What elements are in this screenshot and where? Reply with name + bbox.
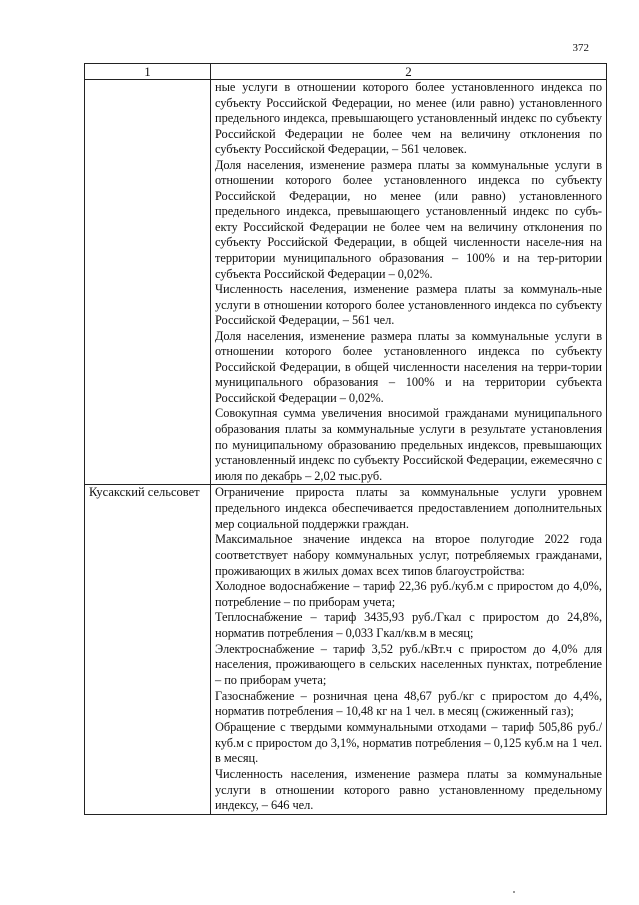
content-cell [211,80,607,485]
content-cell [211,485,607,815]
paragraph: Доля населения, изменение размера платы за коммунальные услуги в отношении которого более установленного индекса по субъекту Российской Федерации, в общей численности населения на терри-тории муниципального образования – 100% и на территории субъекта Российской Федерации – 0,02%. [215,328,602,405]
paragraph: Численность населения, изменение размера платы за коммунальные услуги в отношении которого равно установленному предельному индексу, – 646 чел. [215,767,602,813]
paragraph: ные услуги в отношении которого более установленного индекса по субъекту Российской Федерации, но менее (или равно) установленного предельного индекса, превышающего установленный индекс по субъекту Российской Федерации не более чем на величину отклонения по субъекту Российской Федерации, – 561 человек. [215,80,602,157]
paragraph: Ограничение прироста платы за коммунальные услуги уровнем предельного индекса обеспечивается предоставлением дополнительных мер социальной поддержки граждан. [215,485,602,531]
paragraph: Максимальное значение индекса на второе полугодие 2022 года соответствует набору коммунальных услуг, потребляемых гражданами, проживающих в жилых домах всех типов благоустройства: [215,532,602,578]
table-row [85,80,607,485]
paragraph: Электроснабжение – тариф 3,52 руб./кВт.ч с приростом до 4,0% для населения, проживающего в сельских населенных пунктах, потребление – по приборам учета; [215,641,602,688]
paragraph: Численность населения, изменение размера платы за коммуналь-ные услуги в отношении которого более установленного индекса по субъекту Российской Федерации, – 561 чел. [215,282,602,328]
region-cell: Кусакский сельсовет [85,485,211,815]
header-cell-col1: 1 [85,64,211,80]
document-table [84,63,607,815]
paragraph: Газоснабжение – розничная цена 48,67 руб./кг с приростом до 4,4%, норматив потребления – 10,48 кг на 1 чел. в месяц (сжиженный газ); [215,688,602,719]
paragraph: Совокупная сумма увеличения вносимой гражданами муниципального образования платы за коммунальные услуги в результате установления по муниципальному образованию предельных индексов, превышающих установленный индекс по субъекту Российской Федерации, ежемесячно с июля по декабрь – 2,02 тыс.руб. [215,406,602,483]
paragraph: Холодное водоснабжение – тариф 22,36 руб./куб.м с приростом до 4,0%, потребление – по приборам учета; [215,579,602,609]
page-number: 372 [572,42,589,54]
table-header-row [85,64,607,80]
table-row [85,485,607,815]
paragraph: Доля населения, изменение размера платы за коммунальные услуги в отношении которого более установленного индекса по субъекту Российской Федерации, но менее (или равно) установленного предельного индекса, превышающего установленный индекс по субъ-екту Российской Федерации не более чем на величину отклонения по субъекту Российской Федерации, в общей численности населе-ния на территории муниципального образования – 100% и на тер-ритории субъекта Российской Федерации – 0,02%. [215,157,602,281]
paragraph: Обращение с твердыми коммунальными отходами – тариф 505,86 руб./куб.м с приростом до 3,1%, норматив потребления – 0,125 куб.м на 1 чел. в месяц. [215,720,602,766]
header-cell-col2: 2 [211,64,607,80]
paragraph: Теплоснабжение – тариф 3435,93 руб./Гкал с приростом до 24,8%, норматив потребления – 0,033 Гкал/кв.м в месяц; [215,610,602,641]
scan-speck [513,891,515,893]
region-cell [85,80,211,485]
